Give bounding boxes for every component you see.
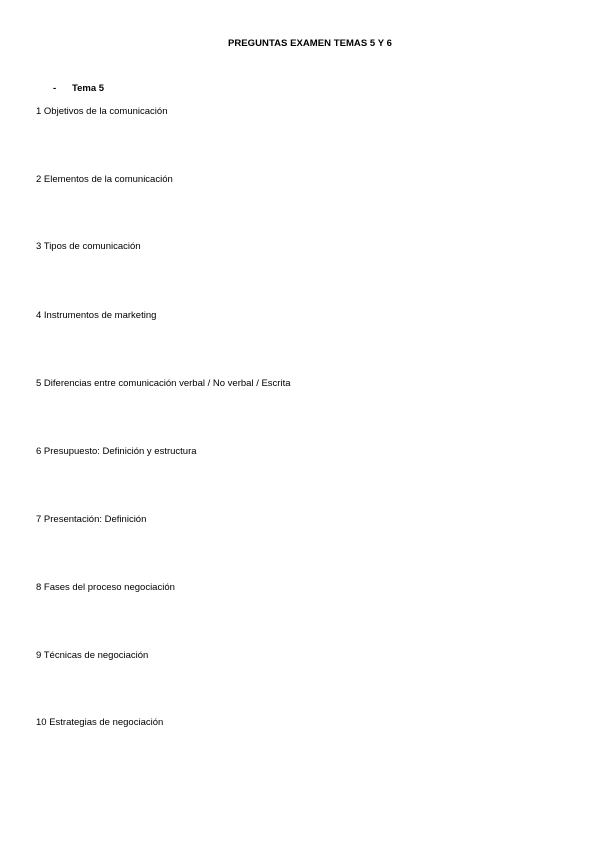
question-item: 4 Instrumentos de marketing: [36, 310, 157, 321]
section-label: Tema 5: [72, 83, 105, 94]
question-item: 6 Presupuesto: Definición y estructura: [36, 446, 197, 457]
question-item: 2 Elementos de la comunicación: [36, 174, 173, 185]
section-heading: [53, 83, 104, 94]
document-title: PREGUNTAS EXAMEN TEMAS 5 Y 6: [228, 38, 392, 49]
question-item: 10 Estrategias de negociación: [36, 717, 164, 728]
question-item: 8 Fases del proceso negociación: [36, 582, 175, 593]
question-item: 7 Presentación: Definición: [36, 514, 147, 525]
question-item: 5 Diferencias entre comunicación verbal / No verbal / Escrita: [36, 378, 291, 389]
bullet-dash: -: [53, 83, 57, 94]
question-item: 1 Objetivos de la comunicación: [36, 106, 168, 117]
question-item: 9 Técnicas de negociación: [36, 650, 149, 661]
question-item: 3 Tipos de comunicación: [36, 241, 141, 252]
